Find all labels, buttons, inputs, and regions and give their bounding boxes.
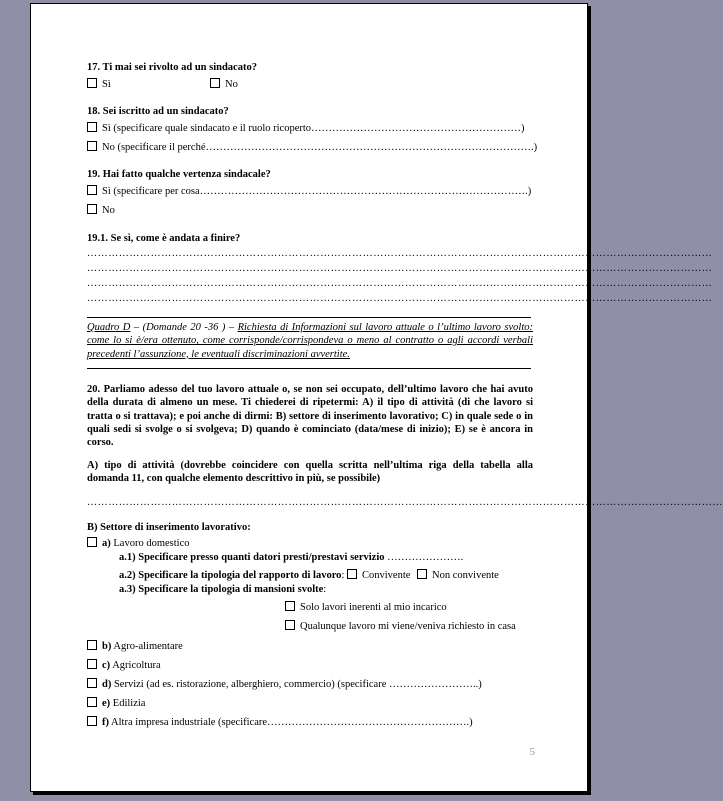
option-d-prefix: d)	[102, 679, 112, 690]
option-a-prefix: a)	[102, 538, 111, 549]
option-a-checkbox[interactable]	[87, 537, 97, 547]
sub-a2-line	[119, 569, 499, 582]
option-d-label: Servizi (ad es. ristorazione, alberghiero, commercio) (specificare ……………………..)	[111, 679, 482, 690]
option-a-lavoro-domestico	[87, 537, 189, 550]
option-f-checkbox[interactable]	[87, 716, 97, 726]
option-e-edilizia	[87, 697, 145, 710]
q18-si-checkbox[interactable]	[87, 122, 97, 132]
sub-a3-colon: :	[323, 584, 327, 595]
a3-opt1-checkbox[interactable]	[285, 601, 295, 611]
quadro-d-label: Quadro D	[87, 322, 131, 333]
section-b-title: B) Settore di inserimento lavorativo:	[87, 522, 251, 533]
sub-a1-line	[119, 552, 463, 564]
quadro-d-range: – (Domande 20 -36 ) –	[130, 322, 238, 333]
option-f-prefix: f)	[102, 717, 109, 728]
q18-no-checkbox[interactable]	[87, 141, 97, 151]
option-d-servizi	[87, 678, 482, 691]
option-f-altra-impresa	[87, 716, 473, 729]
answer-dotline[interactable]: ……………………………………………………………………………………………………………………………………………………………	[87, 248, 713, 259]
document-page	[30, 3, 723, 792]
option-c-checkbox[interactable]	[87, 659, 97, 669]
q19-no-label: No	[102, 205, 115, 216]
sub-a3-line	[119, 584, 326, 596]
sub-a1-dots[interactable]: ………………….	[384, 552, 464, 563]
option-b-checkbox[interactable]	[87, 640, 97, 650]
option-e-checkbox[interactable]	[87, 697, 97, 707]
quadro-d-description	[87, 321, 533, 361]
q17-no-checkbox[interactable]	[210, 78, 220, 88]
q18-option-no	[87, 141, 537, 154]
option-f-label: Altra impresa industriale (specificare………………………………………………….)	[109, 717, 473, 728]
option-c-prefix: c)	[102, 660, 111, 671]
question-20-text: 20. Parliamo adesso del tuo lavoro attuale o, se non sei occupato, dell’ultimo lavoro che hai avuto della durata di almeno un mese. Ti chiederei di ripetermi: A) il tipo di attività (di che lavoro si tratta o si trattava); e poi anche di dirmi: B) settore di inserimento lavorativo; C) in quale sede o in quali sedi si svolge o si svolgeva; D) quando è cominciato (data/mese di inizio); E) se è ancora in corso.	[87, 384, 533, 449]
answer-dotline[interactable]: ……………………………………………………………………………………………………………………………………………………………	[87, 278, 713, 289]
q17-si-label: Sì	[102, 79, 111, 90]
option-c-label: Agricoltura	[110, 660, 161, 671]
sub-a2-colon: :	[341, 570, 347, 581]
option-b-label: Agro-alimentare	[111, 641, 183, 652]
q18-no-label: No (specificare il perché………………………………………………………………………………….)	[102, 142, 538, 153]
q19-option-si	[87, 185, 531, 198]
a3-opt2-label: Qualunque lavoro mi viene/veniva richiesto in casa	[300, 621, 516, 632]
a3-opt2-checkbox[interactable]	[285, 620, 295, 630]
q18-si-label: Sì (specificare quale sindacato e il ruolo ricoperto……………………………………………………)	[102, 123, 525, 134]
convivente-label: Convivente	[361, 570, 411, 581]
quadro-top-rule	[87, 317, 531, 318]
option-b-agro-alimentare	[87, 640, 183, 653]
option-a-label: Lavoro domestico	[110, 538, 190, 549]
quadro-bottom-rule	[87, 368, 531, 369]
a3-opt1-label: Solo lavori inerenti al mio incarico	[300, 602, 447, 613]
q19-si-label: Sì (specificare per cosa………………………………………………………………………………….)	[102, 186, 532, 197]
option-e-prefix: e)	[102, 698, 111, 709]
question-19-1-title: 19.1. Se sì, come è andata a finire?	[87, 233, 241, 244]
q19-no-checkbox[interactable]	[87, 204, 97, 214]
non-convivente-label: Non convivente	[432, 570, 499, 581]
convivente-checkbox[interactable]	[347, 569, 357, 579]
option-d-checkbox[interactable]	[87, 678, 97, 688]
option-e-label: Edilizia	[110, 698, 146, 709]
question-18-title: 18. Sei iscritto ad un sindacato?	[87, 106, 229, 117]
section-a-text: A) tipo di attività (dovrebbe coincidere con quella scritta nell’ultima riga della tabella alla domanda 11, con qualche elemento descrittivo in più, se possibile)	[87, 460, 533, 485]
non-convivente-checkbox[interactable]	[417, 569, 427, 579]
sub-a2-label: a.2) Specificare la tipologia del rapporto di lavoro	[119, 570, 342, 581]
sub-a1-label: a.1) Specificare presso quanti datori presti/prestavi servizio	[119, 552, 385, 563]
q17-no-label: No	[225, 79, 238, 90]
q19-si-checkbox[interactable]	[87, 185, 97, 195]
sub-a3-label: a.3) Specificare la tipologia di mansioni svolte	[119, 584, 324, 595]
q18-option-si	[87, 122, 525, 135]
q17-si-checkbox[interactable]	[87, 78, 97, 88]
page-number: 5	[529, 746, 535, 758]
quadro-d-text: Richiesta di Informazioni sul lavoro attuale o l’ultimo lavoro svolto: come lo si è/era ottenuto, come corrisponde/corrispondeva o meno al contratto o agli accordi verbali precedenti l’assunzione, le eventuali discriminazioni avvertite.	[87, 322, 533, 360]
q19-option-no	[87, 204, 115, 217]
question-17-title: 17. Ti mai sei rivolto ad un sindacato?	[87, 62, 257, 73]
answer-dotline[interactable]: ……………………………………………………………………………………………………………………………………………………………	[87, 293, 713, 304]
option-b-prefix: b)	[102, 641, 112, 652]
a3-option-2	[285, 620, 516, 633]
question-19-title: 19. Hai fatto qualche vertenza sindacale?	[87, 169, 271, 180]
a3-option-1	[285, 601, 447, 614]
q17-options	[87, 78, 238, 91]
section-a-dotline[interactable]: ………………………………………………………………………………………………………………………………………………………………	[87, 497, 723, 508]
answer-dotline[interactable]: ……………………………………………………………………………………………………………………………………………………………	[87, 263, 713, 274]
option-c-agricoltura	[87, 659, 161, 672]
